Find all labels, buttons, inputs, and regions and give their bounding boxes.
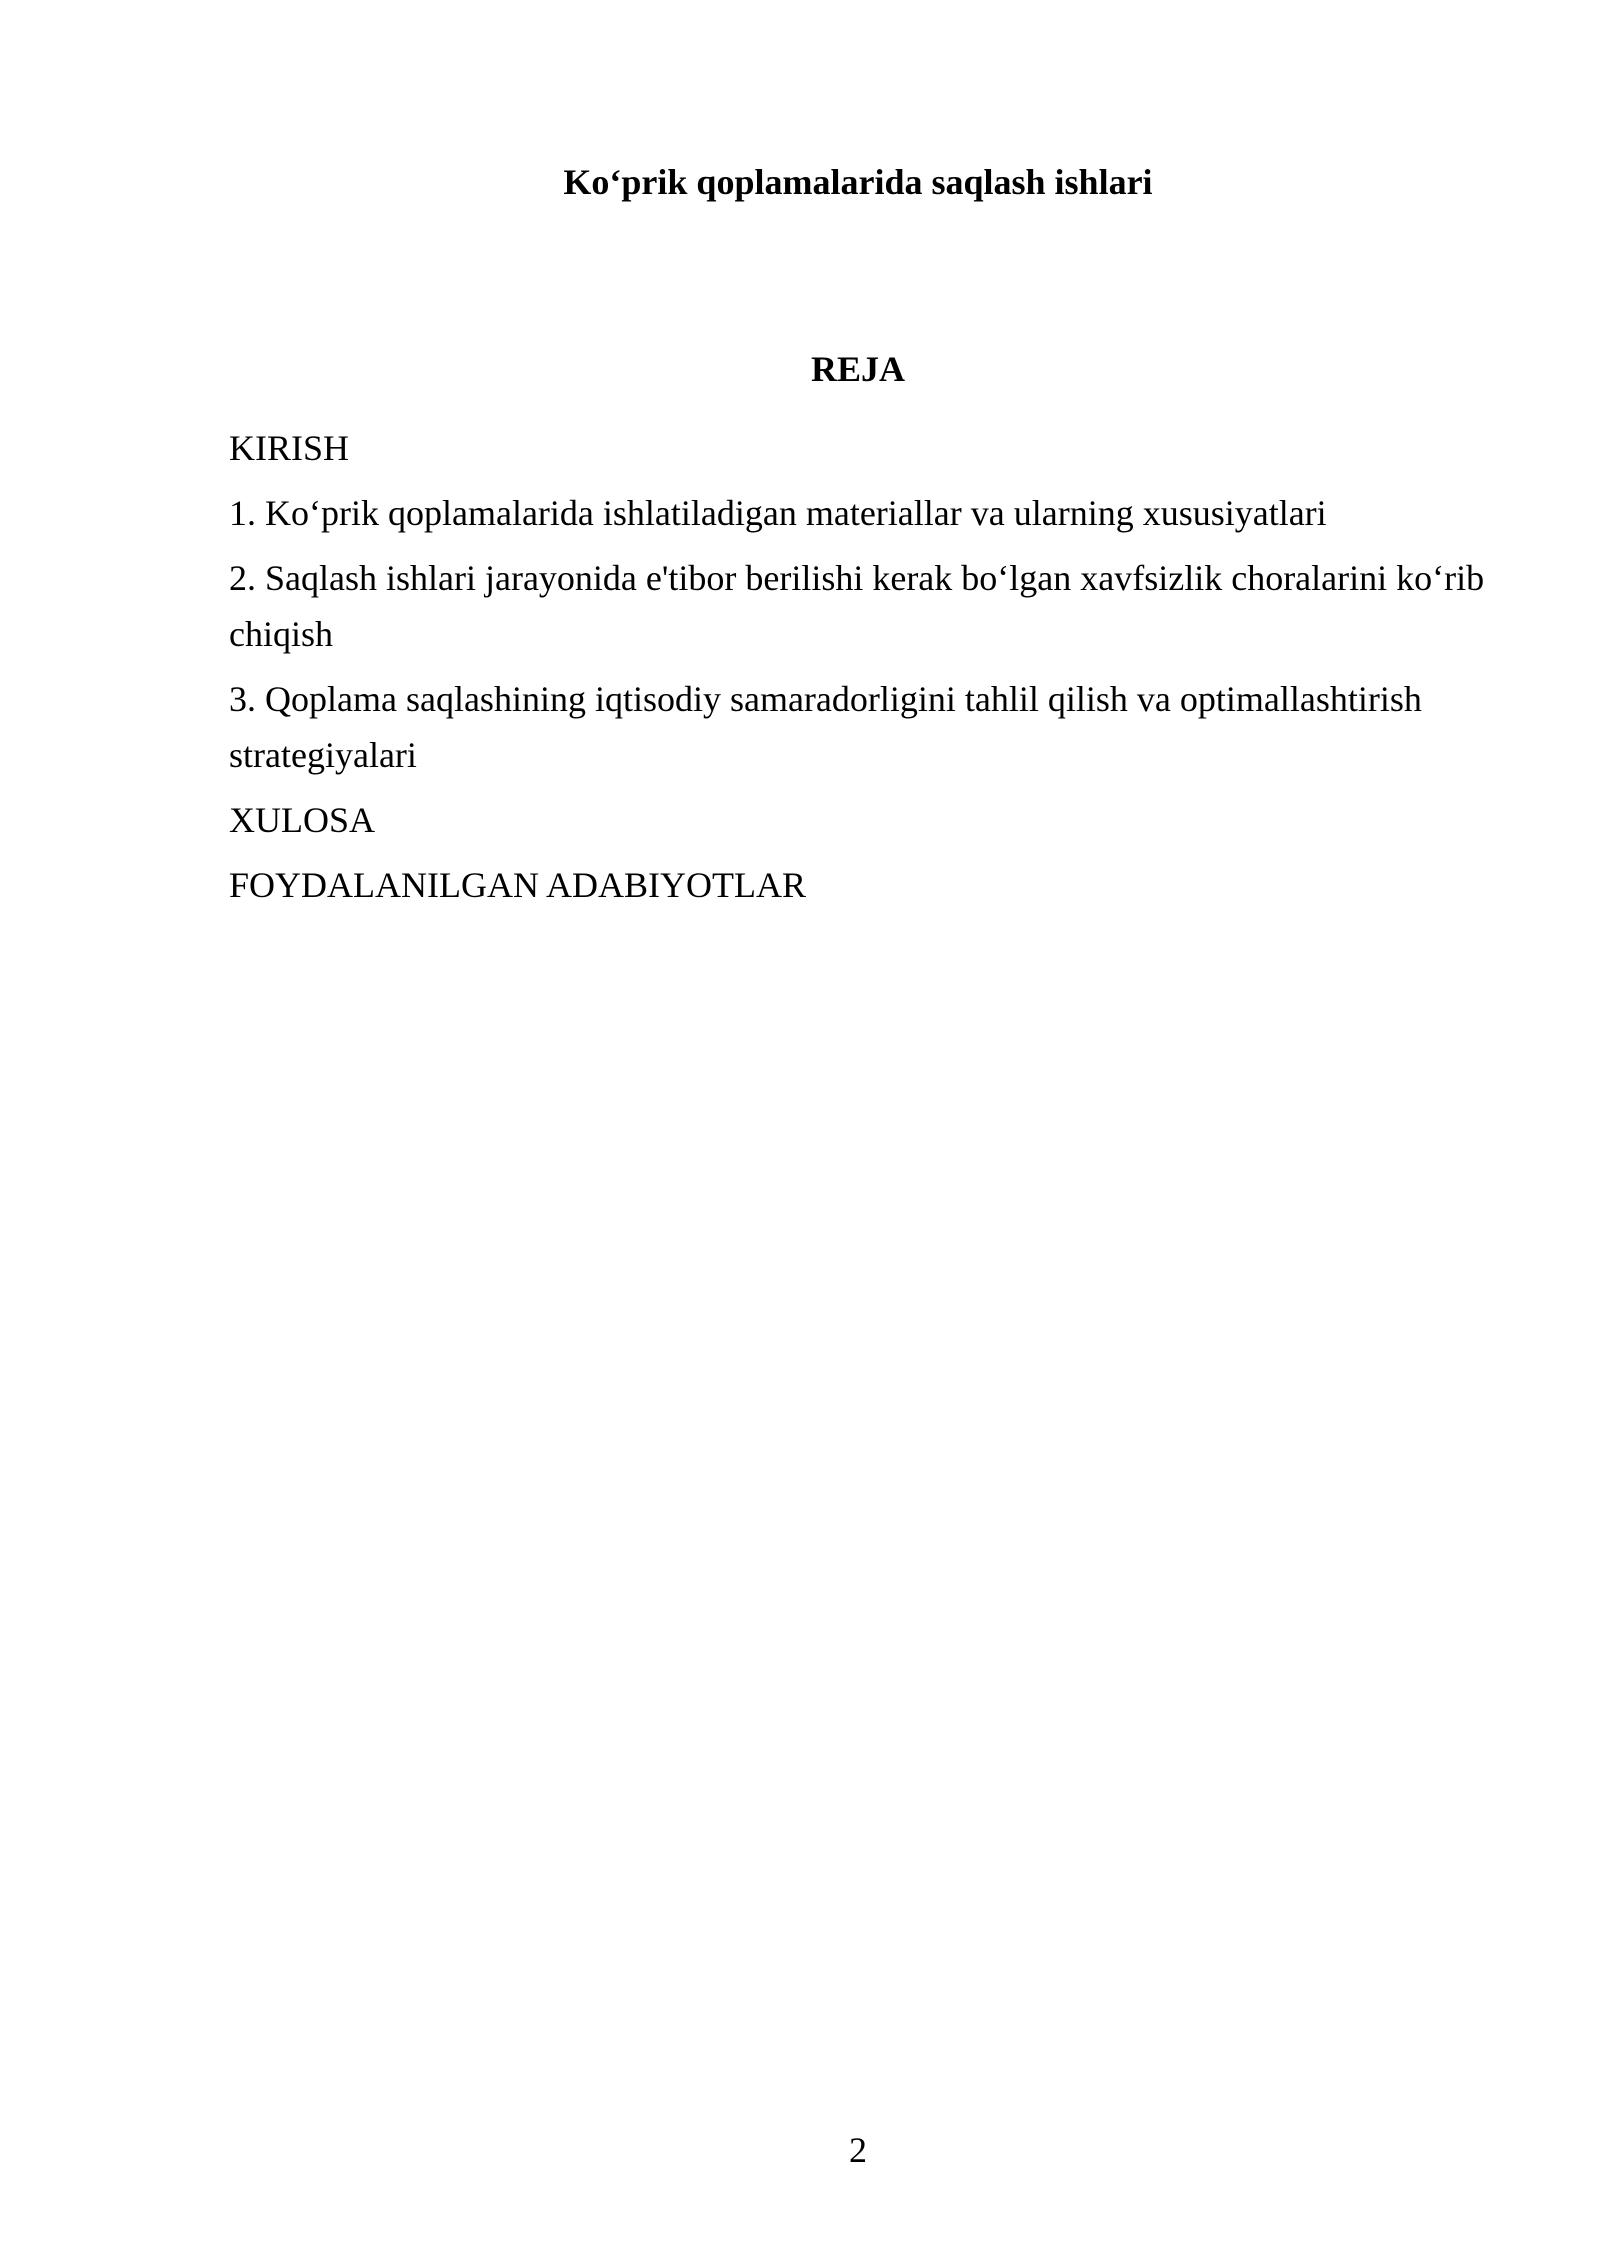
plan-item-2: 2. Saqlash ishlari jarayonida e'tibor berilishi kerak bo‘lgan xavfsizlik choralarini ko‘rib chiqish — [229, 558, 1485, 654]
plan-item-references: FOYDALANILGAN ADABIYOTLAR — [229, 865, 806, 905]
plan-item-introduction: KIRISH — [229, 428, 350, 468]
plan-item-3: 3. Qoplama saqlashining iqtisodiy samaradorligini tahlil qilish va optimallashtirish strategiyalari — [229, 679, 1422, 775]
plan-heading: REJA — [810, 349, 905, 389]
document-title: Ko‘prik qoplamalarida saqlash ishlari — [563, 162, 1153, 202]
plan-item-conclusion: XULOSA — [229, 800, 376, 840]
plan-item-1: 1. Ko‘prik qoplamalarida ishlatiladigan materiallar va ularning xususiyatlari — [229, 493, 1327, 533]
plan-list — [229, 420, 1529, 922]
page-number: 2 — [849, 2130, 867, 2170]
